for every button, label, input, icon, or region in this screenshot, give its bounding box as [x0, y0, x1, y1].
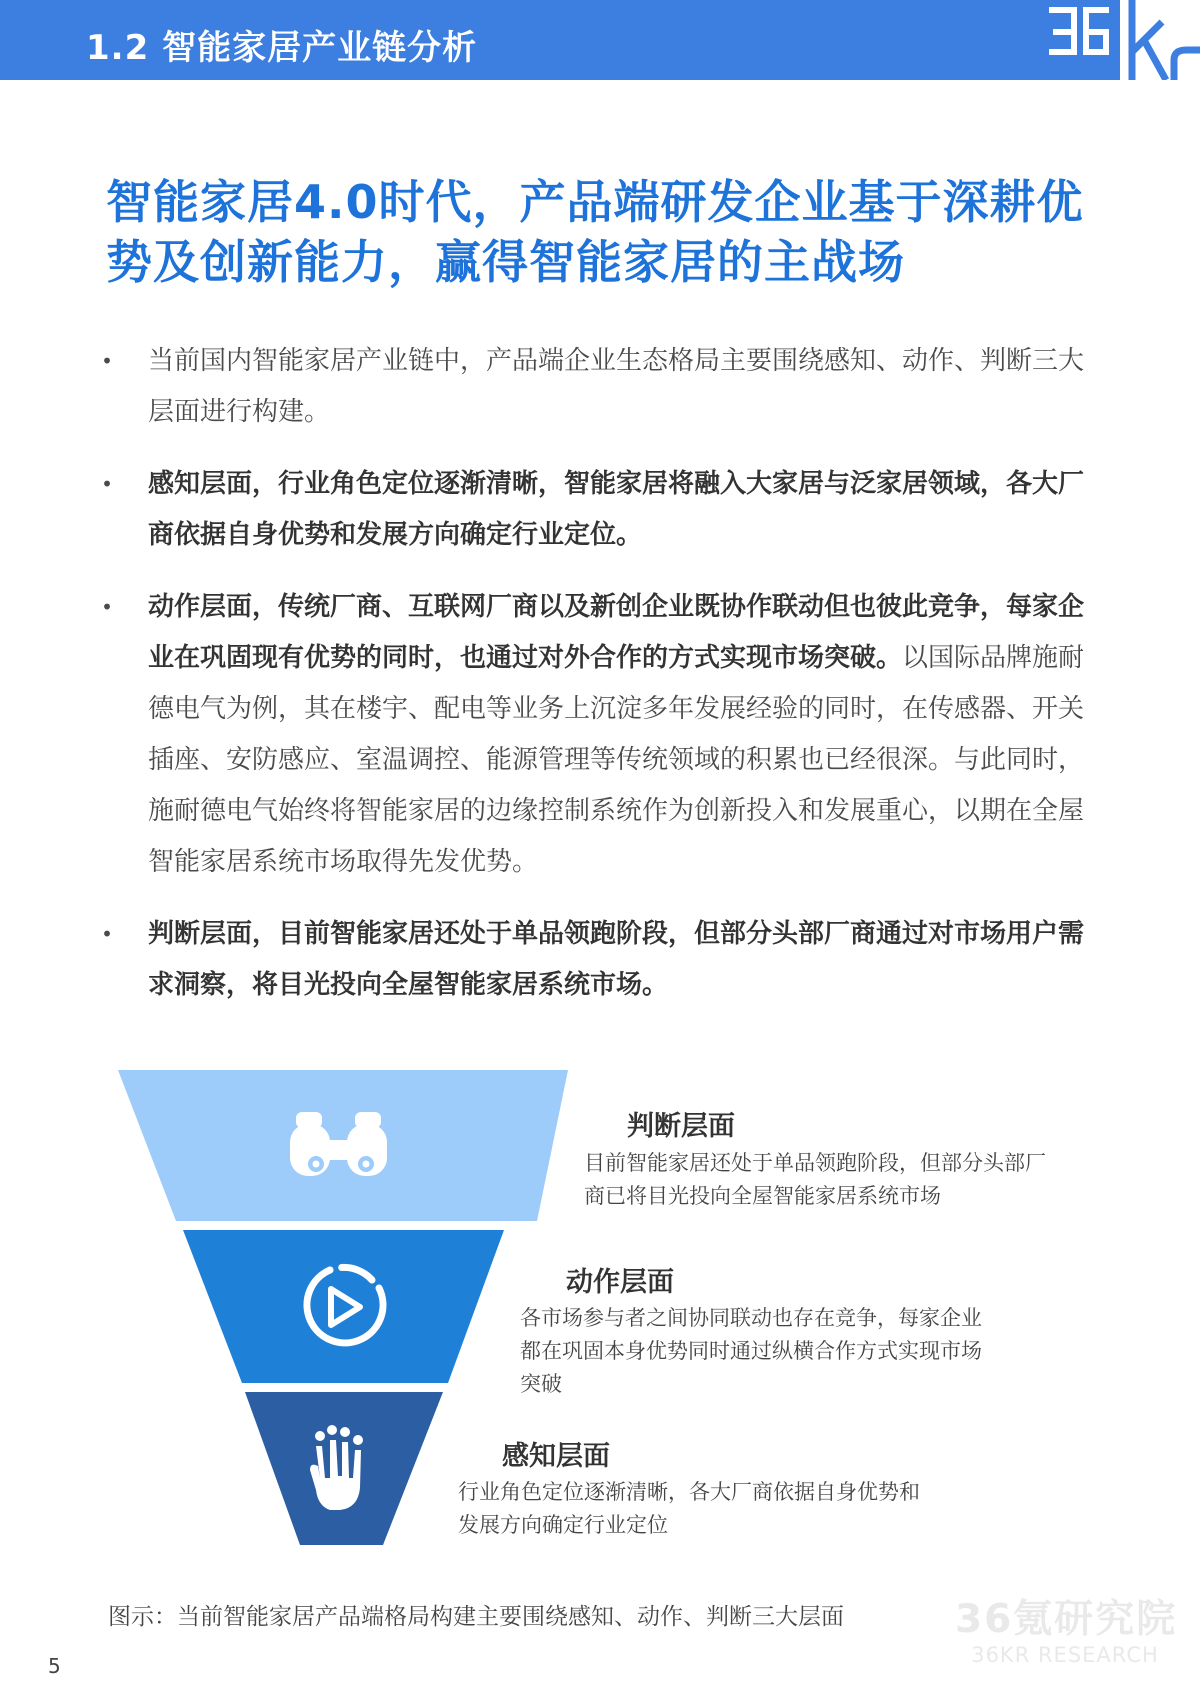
play-icon [307, 1267, 383, 1343]
funnel-layer-middle [183, 1230, 504, 1383]
bullet-bold-text: 感知层面，行业角色定位逐渐清晰，智能家居将融入大家居与泛家居领域，各大厂商依据自身优势和发展方向确定行业定位。 [148, 469, 1085, 550]
bullet-bold-text: 判断层面，目前智能家居还处于单品领跑阶段，但部分头部厂商通过对市场用户需求洞察，将目光投向全屋智能家居系统市场。 [148, 919, 1085, 1000]
bullet-dot-icon: • [101, 349, 113, 373]
bullet-dot-icon: • [101, 595, 113, 619]
bullet-text: 当前国内智能家居产业链中，产品端企业生态格局主要围绕感知、动作、判断三大层面进行构建。 [148, 346, 1085, 427]
bullet-item [100, 582, 1100, 888]
watermark [955, 1597, 1178, 1668]
bullet-text: 以国际品牌施耐德电气为例，其在楼宇、配电等业务上沉淀多年发展经验的同时，在传感器、开关插座、安防感应、室温调控、能源管理等传统领域的积累也已经很深。与此同时，施耐德电气始终将智能家居的边缘控制系统作为创新投入和发展重心，以期在全屋智能家居系统市场取得先发优势。 [148, 643, 1085, 877]
layer-title-action: 动作层面 [566, 1267, 674, 1298]
section-title: 1.2 智能家居产业链分析 [86, 28, 478, 68]
layer-desc-perceive: 行业角色定位逐渐清晰，各大厂商依据自身优势和发展方向确定行业定位 [458, 1480, 920, 1537]
figure-caption: 图示：当前智能家居产品端格局构建主要围绕感知、动作、判断三大层面 [108, 1604, 844, 1630]
binoculars-icon [290, 1112, 387, 1176]
watermark-en: 36KR RESEARCH [971, 1643, 1159, 1667]
36kr-logo [1040, 0, 1200, 80]
bullet-item [100, 459, 1100, 561]
page-number: 5 [48, 1654, 61, 1678]
hand-icon [310, 1425, 363, 1510]
bullet-list [100, 336, 1100, 1032]
page-headline: 智能家居4.0时代，产品端研发企业基于深耕优势及创新能力，赢得智能家居的主战场 [106, 175, 1084, 289]
bullet-item [100, 336, 1100, 438]
bullet-bold-text: 动作层面，传统厂商、互联网厂商以及新创企业既协作联动但也彼此竞争，每家企业在巩固现有优势的同时，也通过对外合作的方式实现市场突破。 [148, 592, 1085, 673]
funnel-layer-bottom [245, 1392, 443, 1545]
layer-desc-action: 各市场参与者之间协同联动也存在竞争，每家企业都在巩固本身优势同时通过纵横合作方式实现市场突破 [520, 1306, 982, 1396]
bullet-dot-icon: • [101, 472, 113, 496]
funnel-layer-top [118, 1070, 568, 1221]
layer-title-perceive: 感知层面 [502, 1441, 610, 1472]
watermark-cn: 36氪研究院 [955, 1597, 1178, 1642]
layer-title-judge: 判断层面 [627, 1111, 735, 1142]
bullet-dot-icon: • [101, 922, 113, 946]
bullet-item [100, 909, 1100, 1011]
layer-desc-judge: 目前智能家居还处于单品领跑阶段，但部分头部厂商已将目光投向全屋智能家居系统市场 [584, 1151, 1046, 1208]
